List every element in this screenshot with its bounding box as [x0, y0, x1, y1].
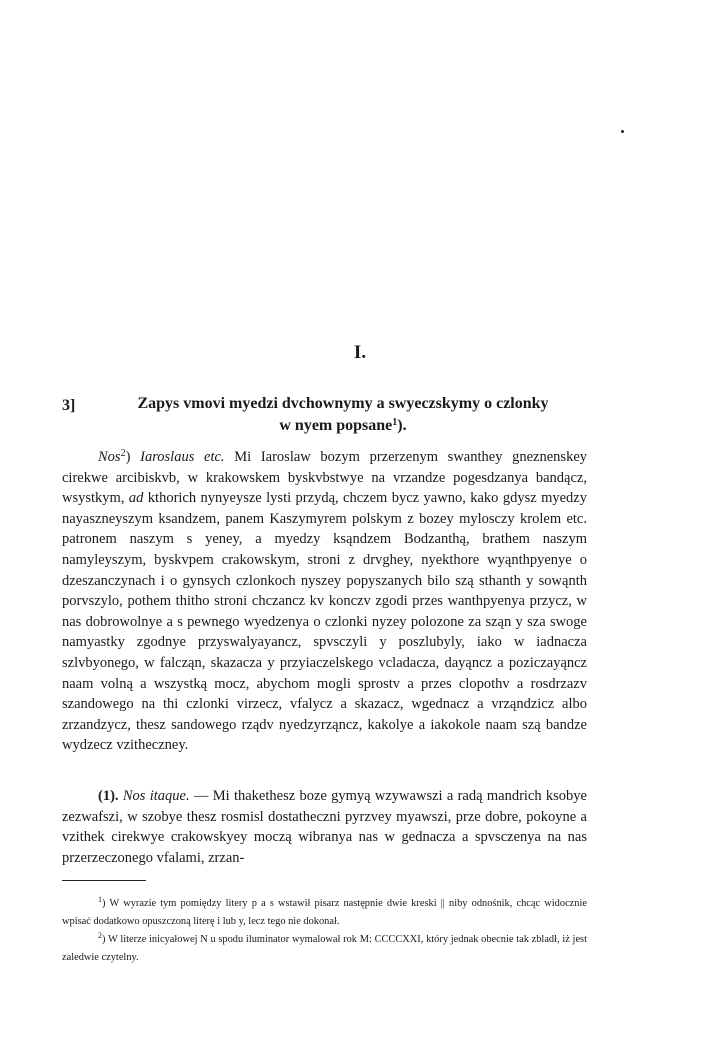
title-line-1: Zapys vmovi myedzi dvchownymy a swyeczskymy o czlonky — [137, 395, 549, 412]
ad-word: ad — [128, 490, 144, 507]
paragraph-clause-1 — [62, 786, 587, 868]
footnote-divider — [62, 880, 146, 881]
footnote-text: ) W wyrazie tym pomiędzy litery p a s wstawił pisarz następnie dwie kreski || niby odnośnik, chcąc widocznie wpisać dodatkowo opuszczoną literę i lub y, lecz tego nie dokonał. — [62, 898, 587, 927]
clause-incipit: Nos itaque. — [122, 788, 190, 804]
document-number: 3] — [62, 397, 76, 414]
footnote-1 — [62, 895, 587, 931]
footnote-marker-close: ) — [125, 449, 131, 465]
footnote-number: 1 — [98, 895, 102, 904]
footnote-text: ) W literze inicyałowej N u spodu iluminator wymalował rok M: CCCCXXI, który jednak obecnie tak zbladł, iż jest zaledwie czytelny. — [62, 934, 587, 963]
footnote-2 — [62, 931, 587, 967]
title-line-2: w nyem popsane — [279, 417, 393, 434]
document-title — [98, 393, 588, 437]
paragraph-text: kthorich nynyeysze lysti przydą, chczem bycz yawno, kako gdysz myedzy nayaszneyszym ksandzem, panem Kaszymyrem polskym z bozey mylosczy krolem etc. patronem naszym s yeney, a myedzy ksąndzem Bodzanthą, brathem naszym namyleyszym, byskvpem crakowskym, stroni z drvghey, nyekthore wyąnthpyenye o dzeszanczynach i o gynsych czlonkoch nyszey popyszanych bilo szą sthanth y sowąnth porvszylo, pothem thitho stroni chczancz kv konczv zgodi przes wanthpyenya przycz, w nas dobrowolnye a s pewnego wyedzenya o czlonki nyzey polozone za sząn y sza swoge namyastky zgodnye przyswalyayancz, spvsczyli y poszlubyly, iako w iadnacza szlvbyonego, w falcząn, skazacza y przyiaczelskego vcladacza, dayąncz a poziczayąncz naam volną a wszystką mocz, abychom mogli sprostv a przes clopothv a rosdrzazv szandowego na thi czlonki virzecz, vfalycz a skazacz, wgednacz a vrząndzicz albo zrzandzycz, thesz sandowego rządv nyedzyrząncz, kakolye a iakokole naam szą bandze wydzecz vzitheczney. — [62, 490, 587, 754]
paragraph-intro — [62, 447, 587, 756]
footnote-marker: 1 — [392, 417, 398, 428]
issuer-name: Iaroslaus etc. — [140, 449, 225, 465]
section-number: I. — [353, 342, 367, 363]
footnote-number: 2 — [98, 931, 102, 940]
ink-speck — [621, 130, 624, 133]
clause-marker: (1). — [98, 788, 119, 804]
paragraph-text: Mi Iaroslaw bozym przerzenym swanthey gneznenskey cirekwe arcibiskvb, w krakowskem byskvbstwye na vrzandze pogesdzanya bandącz, wsystkym, — [62, 449, 588, 507]
nos-word: Nos — [98, 449, 121, 465]
title-end: ). — [397, 417, 407, 434]
paragraph-text: — Mi thakethesz boze gymyą wzywawszi a radą mandrich ksobye zezwafszi, w szobye thesz rosmisl dostatheczni pyrzvey myawszi, prze dobre, pokoyne a vzithek cirekwye crakowskyey moczą wibranya nas w gednacza a spvsczenya na nas przerzeczonego vfalami, zrzan- — [62, 788, 587, 866]
footnote-marker: 2 — [120, 448, 126, 459]
